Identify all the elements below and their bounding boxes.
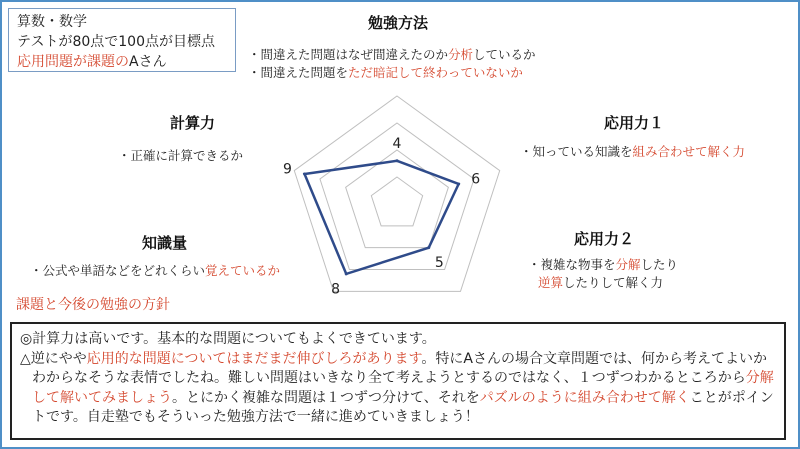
study-note-1-highlight: 分析	[448, 47, 474, 62]
student-issue-text	[17, 52, 227, 72]
study-note-2-highlight: ただ暗記して終わっていないか	[348, 65, 523, 80]
summary-strength: ◎計算力は高いです。基本的な問題についてもよくできています。	[20, 331, 436, 347]
advice-highlight-2: パズルのように組み合わせて解く	[479, 389, 690, 406]
score-goal-text: テストが80点で100点が目標点	[17, 34, 215, 50]
calc-note: ・正確に計算できるか	[118, 148, 244, 163]
app2-note-2-text: したりして解く力	[563, 275, 664, 290]
radar-value-label-5: 9	[282, 161, 292, 178]
app2-notes	[528, 256, 678, 292]
app2-note-2	[528, 274, 678, 292]
study-note-2-text: ・間違えた問題を	[248, 65, 349, 80]
radar-value-label-3: 5	[434, 255, 444, 272]
advice-highlight-1: 分解して解いてみましょう	[32, 370, 774, 406]
radar-value-label-4: 8	[331, 281, 341, 298]
app1-note-highlight: 組み合わせて解く力	[632, 144, 746, 159]
app2-note-1-tail: したり	[640, 257, 679, 272]
app2-note-1-text: ・複雑な物事を	[528, 257, 616, 272]
app2-note-1	[528, 256, 678, 274]
knowledge-note-text: ・公式や単語などをどれくらい	[30, 263, 206, 278]
weakness-highlight: 応用的な問題についてはまだまだ伸びしろがあります	[86, 350, 422, 367]
plan-title: 課題と今後の勉強の方針	[16, 297, 170, 313]
summary-box	[10, 322, 786, 440]
weakness-intro: △逆にやや	[20, 350, 87, 367]
study-note-2	[248, 64, 536, 82]
weakness-body: 。特にAさんの場合文章問題では、何から考えてよいかわからなそうな表情でしたね。難しい問題はいきなり全て考えようとするのではなく、１つずつわかるところから	[32, 350, 767, 386]
radar-value-label-1: 4	[392, 135, 402, 152]
app2-note-2-highlight: 逆算	[538, 275, 564, 290]
student-info-box	[8, 8, 236, 72]
app1-note-text: ・知っている知識を	[520, 144, 633, 159]
axis-title-knowledge: 知識量	[142, 234, 188, 252]
summary-weakness	[20, 350, 776, 428]
advice-body: 。とにかく複雑な問題は１つずつ分けて、それを	[172, 389, 480, 406]
subject-label: 算数・数学	[17, 14, 87, 30]
radar-value-label-2: 6	[471, 171, 481, 188]
advice-closing: ことがポイントです。自走塾でもそういった勉強方法で一緒に進めていきましょう！	[32, 389, 774, 425]
axis-title-app2: 応用力２	[574, 230, 635, 248]
study-note-1-tail: しているか	[473, 47, 536, 62]
study-notes	[248, 46, 536, 82]
knowledge-note-highlight: 覚えているか	[205, 263, 281, 278]
issue-highlight: 応用問題が課題の	[17, 54, 129, 70]
knowledge-note	[30, 262, 280, 280]
app2-note-1-highlight: 分解	[615, 257, 641, 272]
axis-title-calc: 計算力	[170, 114, 216, 132]
axis-title-app1: 応用力１	[604, 114, 665, 132]
app1-note	[520, 143, 745, 161]
student-name: Aさん	[129, 54, 167, 70]
study-note-1-text: ・間違えた問題はなぜ間違えたのか	[248, 47, 449, 62]
axis-title-study: 勉強方法	[368, 14, 429, 32]
study-note-1	[248, 46, 536, 64]
